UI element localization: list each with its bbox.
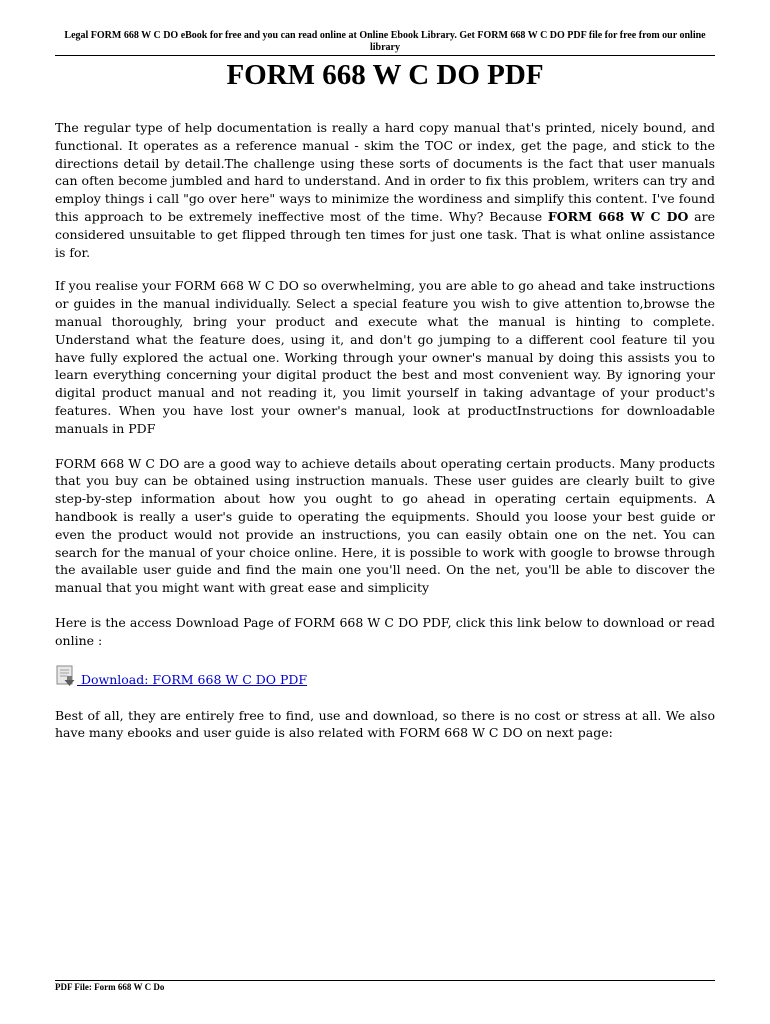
download-row <box>55 667 715 693</box>
paragraph-intro <box>55 119 715 261</box>
paragraph-closing: Best of all, they are entirely free to find, use and download, so there is no cost or stress at all. We also have many ebooks and user guide is also related with FORM 668 W C DO on next page: <box>55 707 715 741</box>
download-link[interactable]: Download: FORM 668 W C DO PDF <box>77 671 308 687</box>
page-title: FORM 668 W C DO PDF <box>226 59 544 91</box>
paragraph-access: Here is the access Download Page of FORM 668 W C DO PDF, click this link below to download or read online : <box>55 614 715 648</box>
document-body <box>55 119 715 759</box>
header-note: Legal FORM 668 W C DO eBook for free and you can read online at Online Ebook Library. Get FORM 668 W C DO PDF file for free from our online library <box>64 30 706 53</box>
footer-divider <box>55 980 715 981</box>
paragraph-intro-bold-product: FORM 668 W C DO <box>547 208 689 224</box>
paragraph-intro-text-end: are considered unsuitable to get flipped through ten times for just one task. That is what online assistance is for. <box>55 208 715 260</box>
footer-note: PDF File: Form 668 W C Do <box>55 982 165 992</box>
header-divider <box>55 55 715 56</box>
paragraph-intro-text-start: The regular type of help documentation is really a hard copy manual that's printed, nicely bound, and functional. It operates as a reference manual - skim the TOC or index, get the page, and stick to the directions detail by detail.The challenge using these sorts of documents is the fact that user manuals can often become jumbled and hard to understand. And in order to fix this problem, writers can try and employ things i call "go over here" ways to minimize the wordiness and simplify this content. I've found this approach to be extremely ineffective most of the time. Why? Because <box>55 120 715 224</box>
download-document-icon[interactable] <box>55 665 77 687</box>
paragraph-overwhelming: If you realise your FORM 668 W C DO so overwhelming, you are able to go ahead and take instructions or guides in the manual individually. Select a special feature you wish to give attention to,browse the manual thoroughly, bring your product and execute what the manual is hinting to complete. Understand what the feature does, using it, and don't go jumping to a different cool feature til you have fully explored the actual one. Working through your owner's manual by doing this assists you to learn everything concerning your digital product the best and most convenient way. By ignoring your digital product manual and not reading it, you limit yourself in taking advantage of your product's features. When you have lost your owner's manual, look at productInstructions for downloadable manuals in PDF <box>55 278 715 436</box>
paragraph-manuals: FORM 668 W C DO are a good way to achieve details about operating certain products. Many products that you buy can be obtained using instruction manuals. These user guides are clearly built to give step-by-step information about how you ought to go ahead in operating certain equipments. A handbook is really a user's guide to operating the equipments. Should you loose your best guide or even the product would not provide an instructions, you can easily obtain one on the net. You can search for the manual of your choice online. Here, it is possible to work with google to browse through the available user guide and find the main one you'll need. On the net, you'll be able to discover the manual that you might want with great ease and simplicity <box>55 455 715 596</box>
